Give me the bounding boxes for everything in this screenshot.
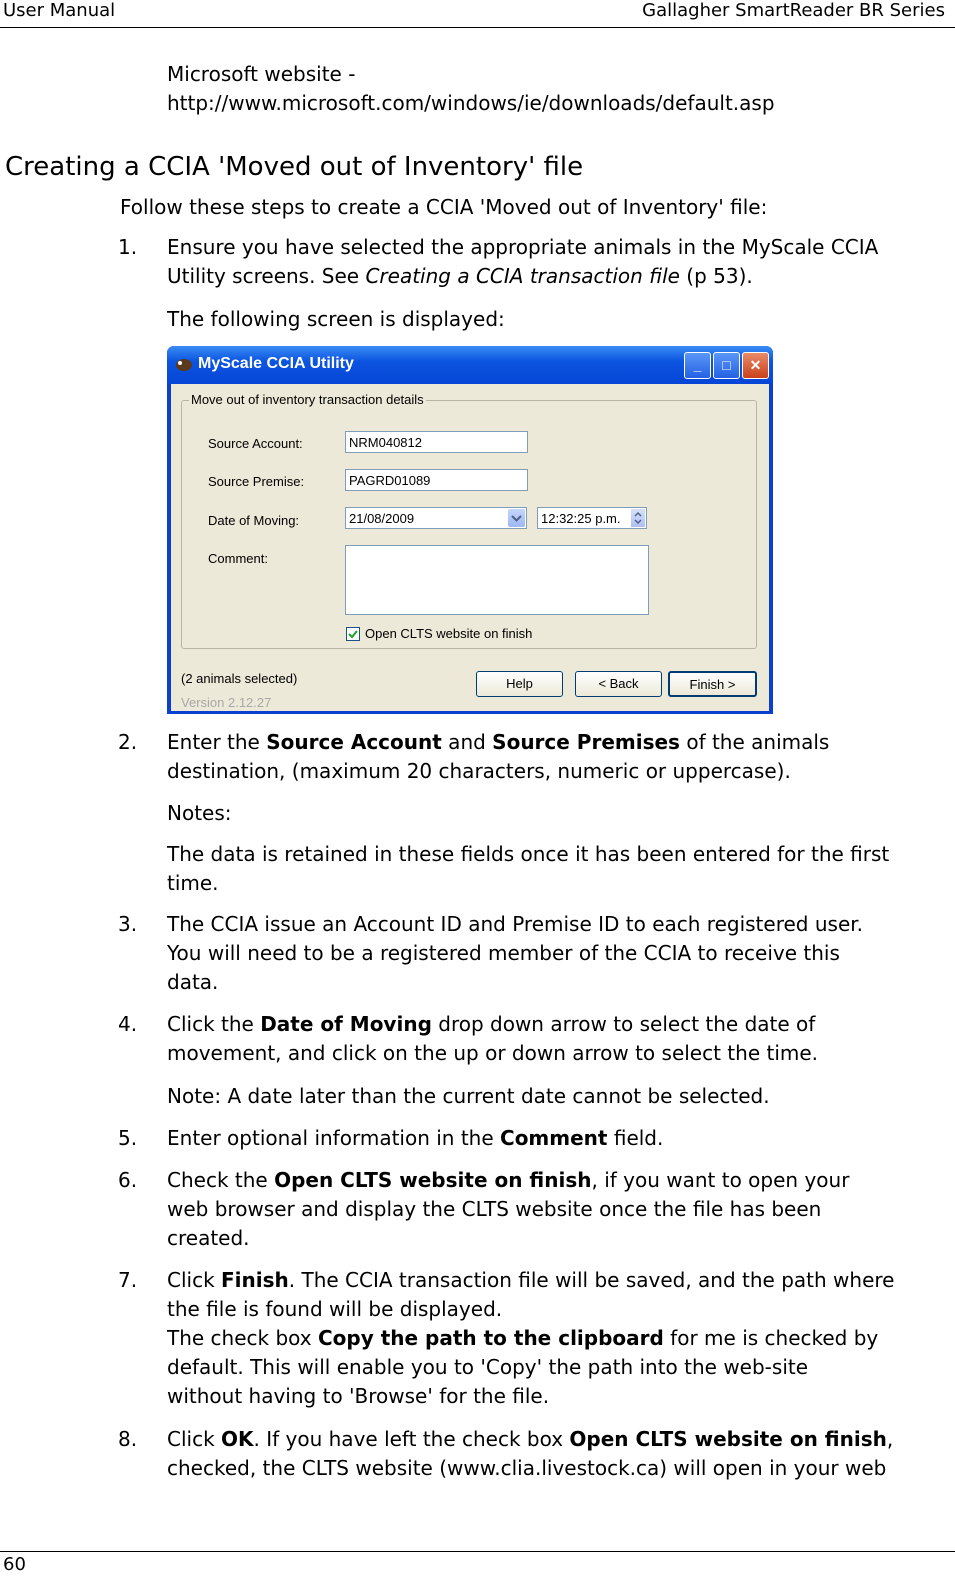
step-6-line-1: Check the Open CLTS website on finish, if you want to open your: [167, 1168, 850, 1192]
spin-arrows-icon[interactable]: [631, 509, 645, 527]
step-1-line-1: Ensure you have selected the appropriate animals in the MyScale CCIA: [167, 235, 879, 259]
date-value: 21/08/2009: [349, 511, 415, 526]
step-2-number: 2.: [118, 730, 138, 754]
step-7-line-5: without having to 'Browse' for the file.: [167, 1384, 550, 1408]
step-2-line-1: Enter the Source Account and Source Premises of the animals: [167, 730, 830, 754]
help-button[interactable]: Help: [476, 671, 563, 697]
intro-line-2: http://www.microsoft.com/windows/ie/downloads/default.asp: [167, 91, 775, 115]
notes-line-1: The data is retained in these fields once it has been entered for the first: [167, 842, 890, 866]
intro-line-1: Microsoft website -: [167, 62, 356, 86]
myscale-dialog: [167, 346, 773, 714]
step-3-number: 3.: [118, 912, 138, 936]
dialog-title-bar: [167, 346, 773, 384]
step-3-line-1: The CCIA issue an Account ID and Premise ID to each registered user.: [167, 912, 863, 936]
date-of-moving-label: Date of Moving:: [208, 513, 300, 528]
comment-textarea[interactable]: [345, 545, 649, 615]
step-7-line-4: default. This will enable you to 'Copy' the path into the web-site: [167, 1355, 809, 1379]
step-1-number: 1.: [118, 235, 138, 259]
step-4-line-2: movement, and click on the up or down arrow to select the time.: [167, 1041, 819, 1065]
step-8-number: 8.: [118, 1427, 138, 1451]
step-6-number: 6.: [118, 1168, 138, 1192]
step-5-number: 5.: [118, 1126, 138, 1150]
page-number: 60: [3, 1554, 26, 1575]
app-icon: [175, 356, 193, 372]
header-left: User Manual: [3, 0, 116, 21]
step-6-line-2: web browser and display the CLTS website once the file has been: [167, 1197, 822, 1221]
version-text: Version 2.12.27: [181, 695, 272, 710]
header-right: Gallagher SmartReader BR Series: [642, 0, 945, 21]
source-account-label: Source Account:: [208, 436, 303, 451]
step-8-line-2: checked, the CLTS website (www.clia.livestock.ca) will open in your web: [167, 1456, 887, 1480]
time-value: 12:32:25 p.m.: [541, 511, 621, 526]
notes-title: Notes:: [167, 801, 232, 825]
step-4-number: 4.: [118, 1012, 138, 1036]
group-label: Move out of inventory transaction details: [191, 392, 424, 407]
source-account-input[interactable]: NRM040812: [345, 431, 528, 453]
step-7-line-2: the file is found will be displayed.: [167, 1297, 503, 1321]
comment-label: Comment:: [208, 551, 268, 566]
chevron-down-icon[interactable]: [508, 509, 525, 527]
step-8-line-1: Click OK. If you have left the check box Open CLTS website on finish,: [167, 1427, 894, 1451]
step-4-line-1: Click the Date of Moving drop down arrow to select the date of: [167, 1012, 816, 1036]
dialog-client-area: [171, 384, 769, 711]
page-footer: [0, 1551, 955, 1575]
maximize-button[interactable]: □: [713, 352, 740, 379]
lead-text: Follow these steps to create a CCIA 'Moved out of Inventory' file:: [120, 195, 768, 219]
step-3-line-3: data.: [167, 970, 219, 994]
step-5-line-1: Enter optional information in the Comment field.: [167, 1126, 664, 1150]
source-premise-label: Source Premise:: [208, 474, 305, 489]
page-header: [0, 0, 955, 28]
step-3-line-2: You will need to be a registered member of the CCIA to receive this: [167, 941, 840, 965]
step-7-number: 7.: [118, 1268, 138, 1292]
open-clts-label[interactable]: Open CLTS website on finish: [365, 626, 533, 641]
finish-button[interactable]: Finish >: [668, 671, 757, 697]
dialog-title: MyScale CCIA Utility: [198, 355, 354, 372]
step-4-note: Note: A date later than the current date cannot be selected.: [167, 1084, 770, 1108]
step-2-line-2: destination, (maximum 20 characters, numeric or uppercase).: [167, 759, 791, 783]
open-clts-checkbox[interactable]: [346, 627, 360, 641]
back-button[interactable]: < Back: [575, 671, 662, 697]
cross-reference-link[interactable]: Creating a CCIA transaction file: [365, 264, 680, 288]
step-1-line-2: Utility screens. See Creating a CCIA transaction file (p 53).: [167, 264, 753, 288]
checkmark-icon: [347, 628, 359, 640]
date-dropdown[interactable]: [345, 507, 527, 529]
source-premise-input[interactable]: PAGRD01089: [345, 469, 528, 491]
step-6-line-3: created.: [167, 1226, 250, 1250]
close-button[interactable]: ✕: [742, 352, 769, 379]
minimize-button[interactable]: _: [684, 352, 711, 379]
section-title: Creating a CCIA 'Moved out of Inventory' file: [5, 152, 584, 182]
step-7-line-3: The check box Copy the path to the clipboard for me is checked by: [167, 1326, 879, 1350]
notes-line-2: time.: [167, 871, 219, 895]
time-spinner[interactable]: [537, 507, 647, 529]
step-7-line-1: Click Finish. The CCIA transaction file will be saved, and the path where: [167, 1268, 895, 1292]
animals-selected-text: (2 animals selected): [181, 671, 298, 686]
step-1-after: The following screen is displayed:: [167, 307, 505, 331]
